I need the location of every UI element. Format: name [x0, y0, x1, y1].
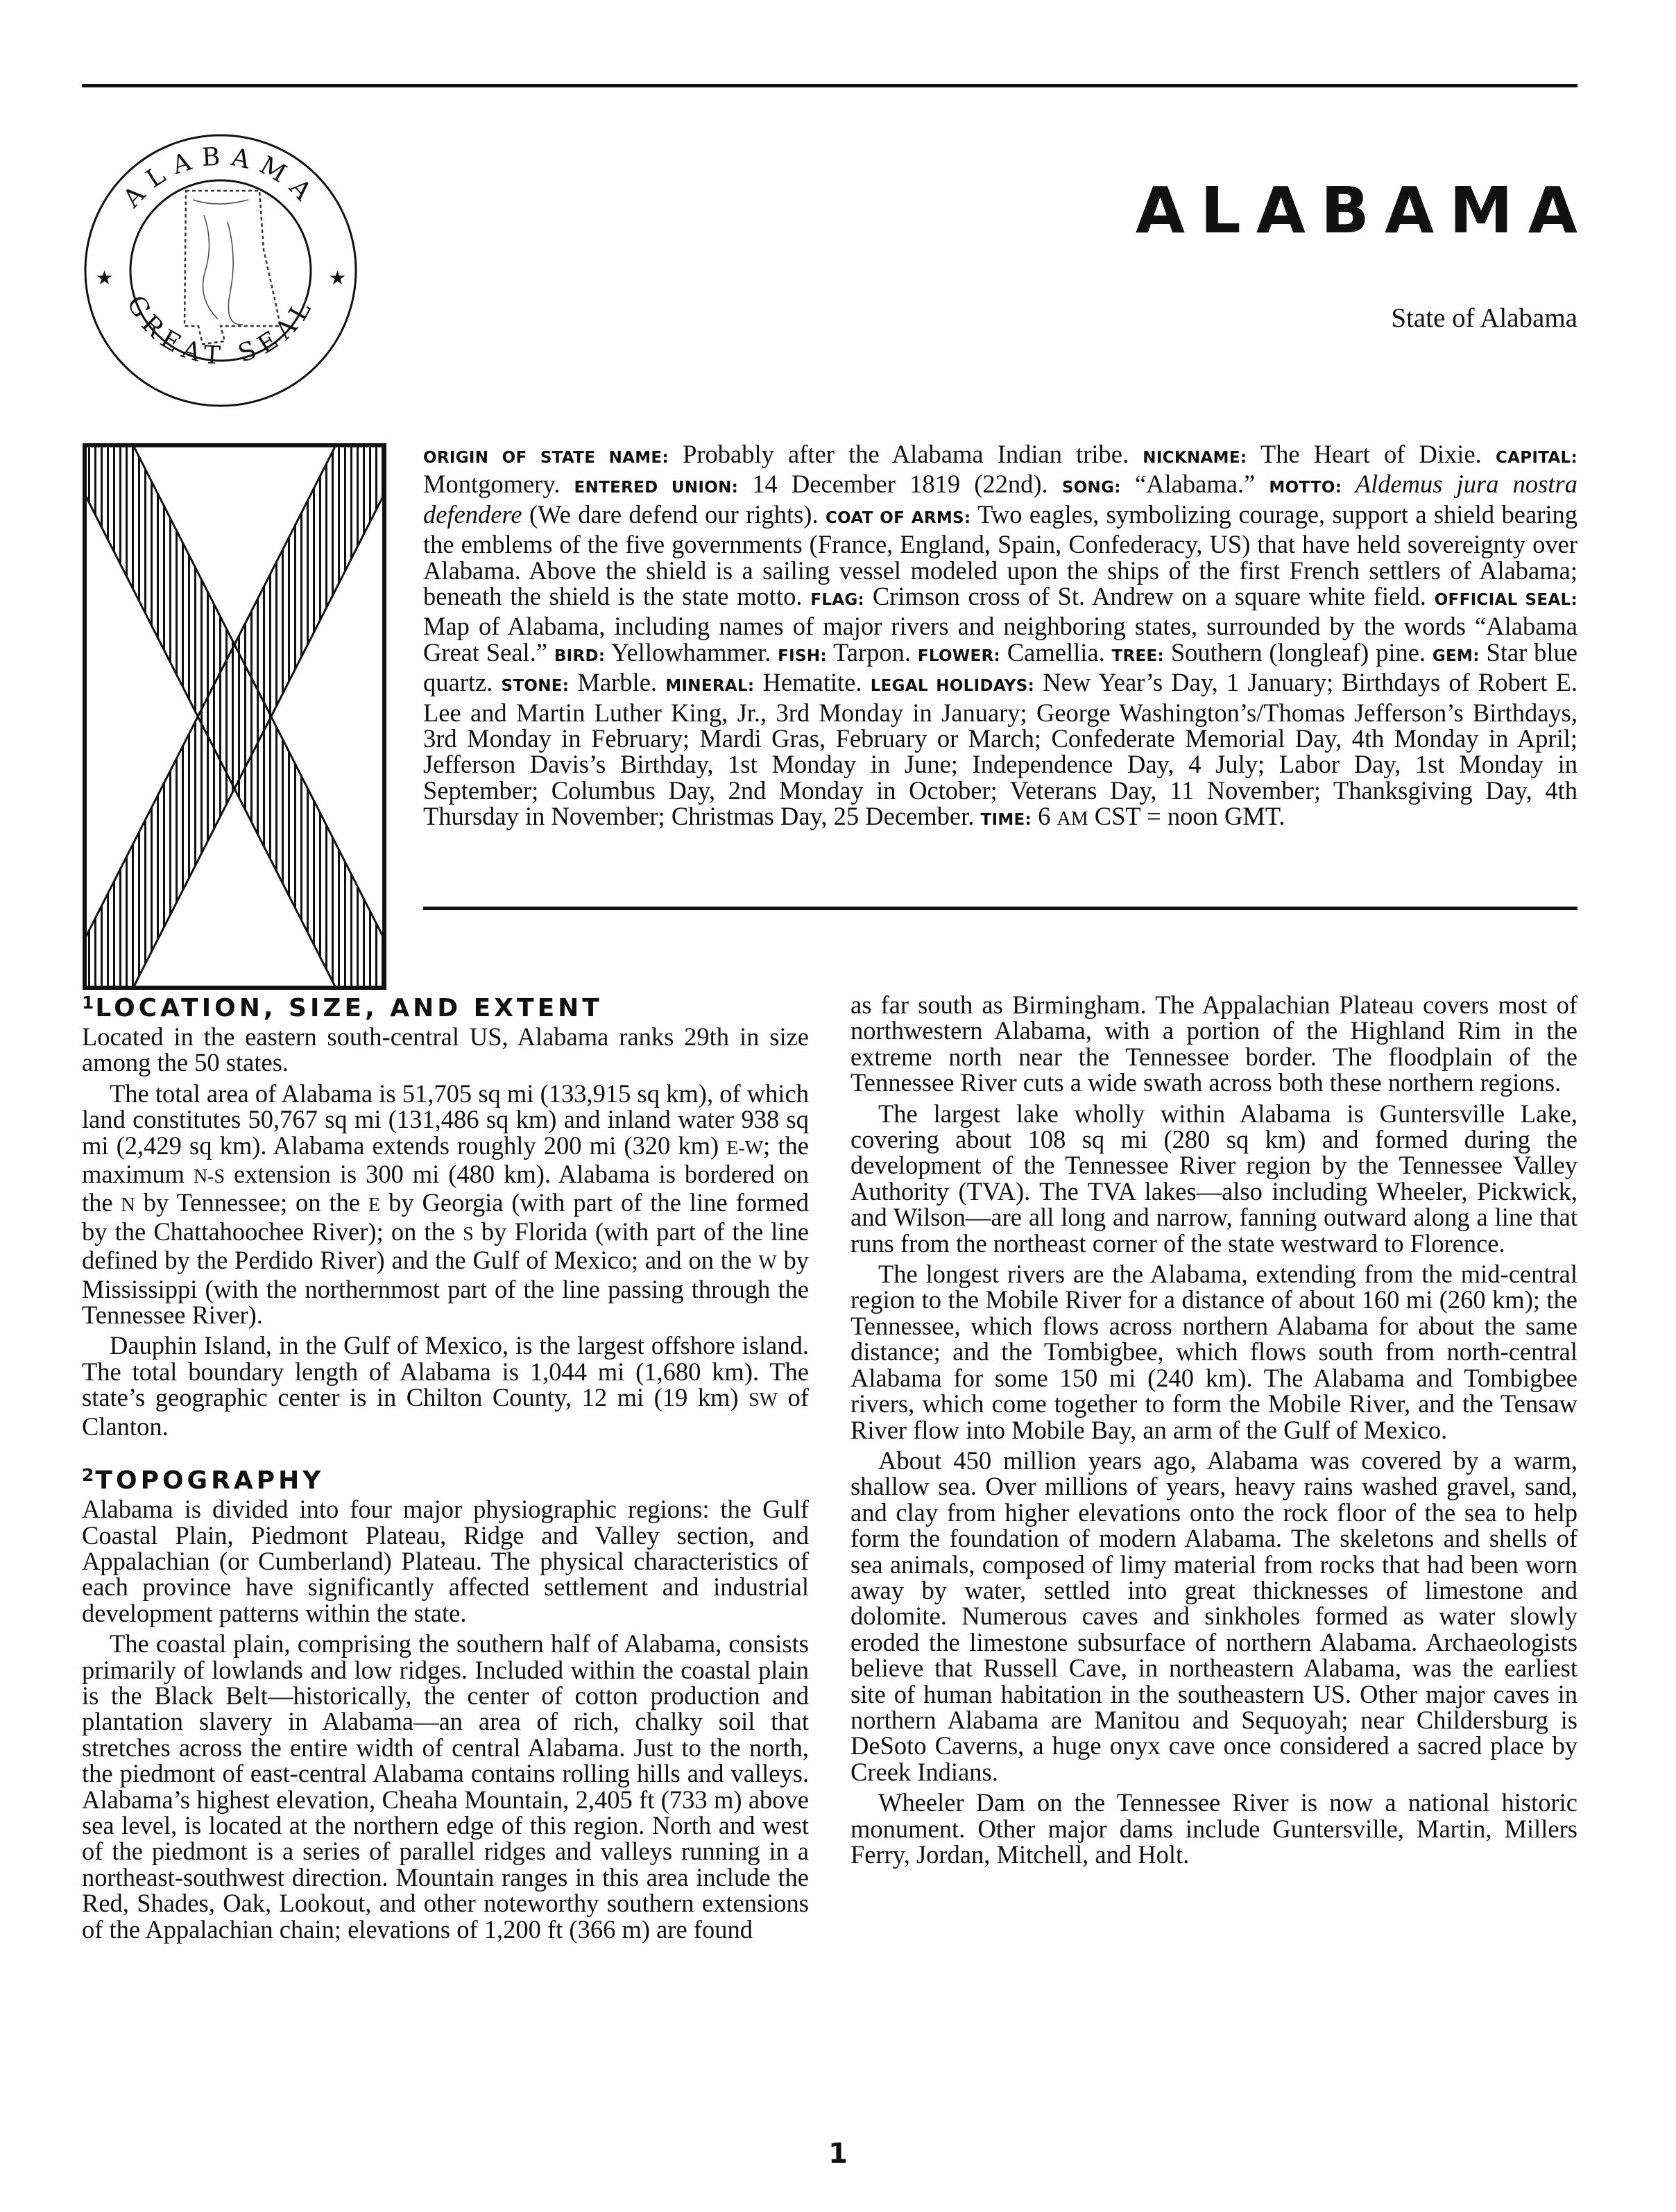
fact-label: BIRD: — [554, 646, 606, 665]
svg-text:★: ★ — [329, 266, 347, 289]
page-number: 1 — [828, 2138, 848, 2170]
state-flag-image — [82, 443, 387, 991]
svg-text:★: ★ — [96, 266, 114, 289]
paragraph: Alabama is divided into four major physiographic regions: the Gulf Coastal Plain, Piedmont Plateau, Ridge and Valley section, and Appalachian (or Cumberland) Plateau. The physical characteristics of each province have significantly affected settlement and industrial development patterns within the state. — [82, 1495, 809, 1627]
fact-label: ENTERED UNION: — [574, 479, 739, 497]
fact-label: GEM: — [1432, 646, 1480, 665]
state-subtitle: State of Alabama — [1391, 303, 1577, 333]
fact-label: TIME: — [980, 811, 1032, 830]
paragraph: Wheeler Dam on the Tennessee River is now a national historic monument. Other major dams include Guntersville, Martin, Millers Ferry, Jordan, Mitchell, and Holt. — [850, 1788, 1577, 1869]
svg-text:GREAT SEAL — [121, 291, 320, 370]
fact-label: MOTTO: — [1269, 479, 1342, 497]
fact-label: FLAG: — [810, 591, 865, 610]
fact-label: STONE: — [501, 677, 570, 696]
seal-top-text: ALABAMA — [117, 142, 324, 214]
fact-label: ORIGIN OF STATE NAME: — [423, 449, 669, 467]
paragraph: Located in the eastern south-central US, Alabama ranks 29th in size among the 50 states. — [82, 1022, 809, 1077]
paragraph: The largest lake wholly within Alabama is Guntersville Lake, covering about 108 sq mi (280 sq km) and formed during the development of the Tennessee River region by the Tennessee Valley Authority (TVA). The TVA lakes—also including Wheeler, Pickwick, and Wilson—are all long and narrow, fanning outward along a line that runs from the northeast corner of the state westward to Florence. — [850, 1099, 1577, 1258]
paragraph: The total area of Alabama is 51,705 sq mi (133,915 sq km), of which land constitutes 50,767 sq mi (131,486 sq km) and inland water 938 sq mi (2,429 sq km). Alabama extends roughly 200 mi (320 km) E-W; the maximum N-S extension is 300 mi (480 km). Alabama is bordered on the N by Tennessee; on the E by Georgia (with part of the line formed by the Chattahoochee River); on the S by Florida (with part of the line defined by the Perdido River) and the Gulf of Mexico; and on the W by Mississippi (with the northernmost part of the line passing through the Tennessee River). — [82, 1079, 810, 1330]
svg-text:ALABAMA — [117, 142, 323, 214]
paragraph: The coastal plain, comprising the southern half of Alabama, consists primarily of lowlands and low ridges. Included within the coastal plain is the Black Belt—historically, the center of cotton production and plantation slavery in Alabama—an area of rich, chalky soil that stretches across the entire width of central Alabama. Just to the north, the piedmont of east-central Alabama contains rolling hills and valleys. Alabama’s highest elevation, Cheaha Mountain, 2,405 ft (733 m) above sea level, is located at the northern edge of this region. North and west of the piedmont is a series of parallel ridges and valleys running in a northeast-southwest direction. Mountain ranges in this area include the Red, Shades, Oak, Lookout, and other noteworthy southern extensions of the Appalachian chain; elevations of 1,200 ft (366 m) are found — [82, 1629, 809, 1944]
fact-label: TREE: — [1111, 646, 1165, 665]
left-column — [82, 988, 809, 1947]
section-rule — [423, 907, 1577, 910]
section-heading-location: $^1$LOCATION, SIZE, AND EXTENT — [82, 993, 603, 1022]
paragraph: The longest rivers are the Alabama, extending from the mid-central region to the Mobile River for a distance of about 160 mi (260 km); the Tennessee, which flows across northern Alabama for about the same distance; and the Tombigbee, which flows south from north-central Alabama for some 150 mi (240 km). The Alabama and Tombigbee rivers, which come together to form the Mobile River, and the Tensaw River flow into Mobile Bay, an arm of the Gulf of Mexico. — [850, 1260, 1577, 1444]
section-heading-topography: $^2$TOPOGRAPHY — [82, 1465, 325, 1495]
right-column — [850, 992, 1577, 1872]
seal-bottom-text: GREAT SEAL — [121, 291, 320, 371]
fact-label: COAT OF ARMS: — [825, 508, 971, 527]
top-rule — [82, 84, 1577, 87]
fact-label: FLOWER: — [917, 646, 1001, 665]
fact-label: LEGAL HOLIDAYS: — [870, 677, 1035, 696]
paragraph: as far south as Birmingham. The Appalachian Plateau covers most of northwestern Alabama, with a portion of the Highland Rim in the extreme north near the Tennessee border. The floodplain of the Tennessee River cuts a wide swath across both these northern regions. — [850, 991, 1577, 1097]
great-seal-image — [82, 118, 359, 423]
state-title: ALABAMA — [1135, 173, 1593, 248]
fact-label: OFFICIAL SEAL: — [1434, 591, 1577, 610]
paragraph: Dauphin Island, in the Gulf of Mexico, is the largest offshore island. The total boundary length of Alabama is 1,044 mi (1,680 km). The state’s geographic center is in Chilton County, 12 mi (19 km) SW of Clanton. — [82, 1331, 809, 1441]
fact-label: SONG: — [1061, 479, 1121, 497]
paragraph: About 450 million years ago, Alabama was covered by a warm, shallow sea. Over millions of years, heavy rains washed gravel, sand, and clay from higher elevations onto the rock floor of the sea to help form the foundation of modern Alabama. The skeletons and shells of sea animals, composed of limy material from rocks that had been worn away by water, settled into great thicknesses of limestone and dolomite. Numerous caves and sinkholes formed as water slowly eroded the limestone subsurface of northern Alabama. Archaeologists believe that Russell Cave, in northeastern Alabama, was the earliest site of human habitation in the southeastern US. Other major caves in northern Alabama are Manitou and Sequoyah; near Childersburg is DeSoto Caverns, a huge onyx cave once considered a sacred place by Creek Indians. — [850, 1446, 1577, 1786]
state-facts-block: ORIGIN OF STATE NAME: Probably after the Alabama Indian tribe. NICKNAME: The Heart of Dixie. CAPITAL: Montgomery. ENTERED UNION: 14 December 1819 (22nd). SONG: “Alabama.” MOTTO: Aldemus jura nostra defendere (We dare defend our rights). COAT OF ARMS: Two eagles, symbolizing courage, support a shield bearing the emblems of the five governments (France, England, Spain, Confederacy, US) that have held sovereignty over Alabama. Above the shield is a sailing vessel modeled upon the ships of the first French settlers of Alabama; beneath the shield is the state motto. FLAG: Crimson cross of St. Andrew on a square white field. OFFICIAL SEAL: Map of Alabama, including names of major rivers and neighboring states, surrounded by the words “Alabama Great Seal.” BIRD: Yellowhammer. FISH: Tarpon. FLOWER: Camellia. TREE: Southern (longleaf) pine. GEM: Star blue quartz. STONE: Marble. MINERAL: Hematite. LEGAL HOLIDAYS: New Year’s Day, 1 January; Birthdays of Robert E. Lee and Martin Luther King, Jr., 3rd Monday in January; George Washington’s/Thomas Jefferson’s Birthdays, 3rd Monday in February; Mardi Gras, February or March; Confederate Memorial Day, 4th Monday in April; Jefferson Davis’s Birthday, 1st Monday in June; Independence Day, 4 July; Labor Day, 1st Monday in September; Columbus Day, 2nd Monday in October; Veterans Day, 11 November; Thanksgiving Day, 4th Thursday in November; Christmas Day, 25 December. TIME: 6 AM CST = noon GMT. — [423, 440, 1577, 831]
fact-label: MINERAL: — [665, 677, 755, 696]
fact-label: NICKNAME: — [1143, 449, 1247, 467]
fact-label: FISH: — [778, 646, 827, 665]
fact-label: CAPITAL: — [1495, 449, 1577, 467]
